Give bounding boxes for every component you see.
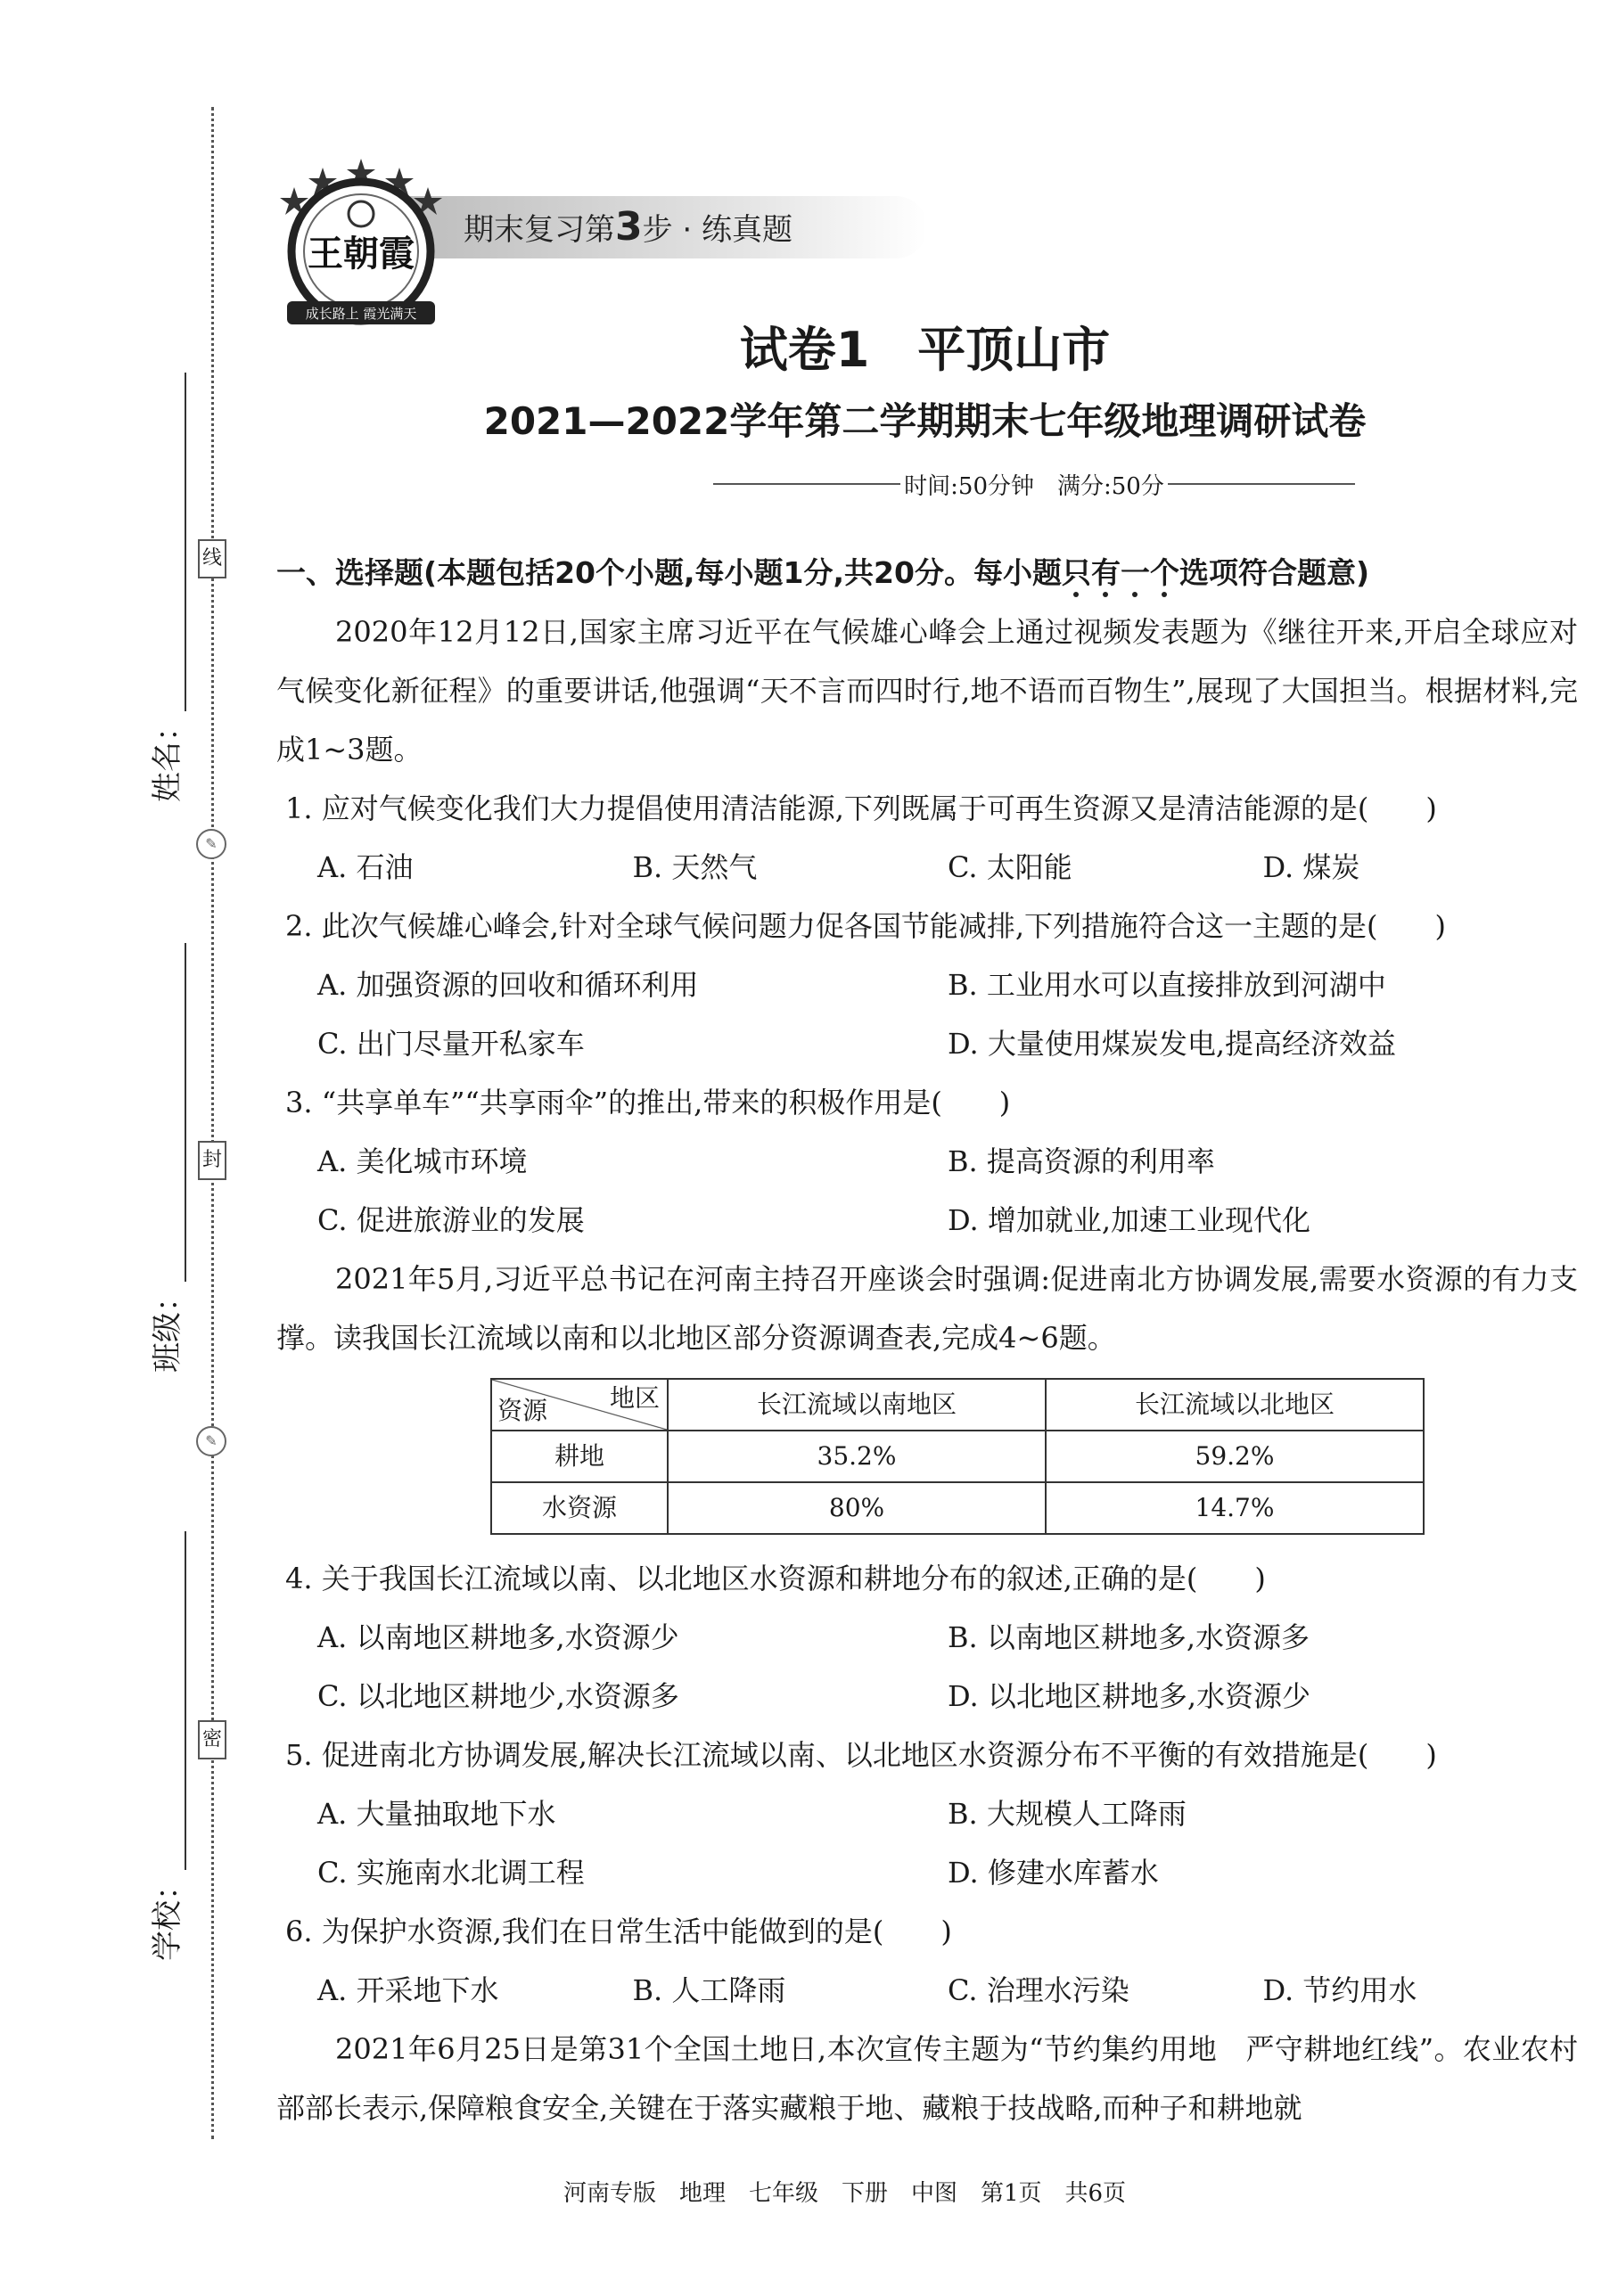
page-footer: 河南专版 地理 七年级 下册 中图 第1页 共6页 — [563, 2180, 1127, 2207]
logo-brand-text: 王朝霞 — [308, 233, 415, 275]
header-north: 长江流域以北地区 — [1046, 1379, 1424, 1431]
binding-clip-icon: ✎ — [196, 829, 226, 859]
question-2: 2. 此次气候雄心峰会,针对全球气候问题力促各国节能减排,下列措施符合这一主题的是( ) — [285, 909, 1447, 943]
question-3-options-row2 — [276, 1191, 1578, 1250]
option-d[interactable]: D. 以北地区耕地多,水资源少 — [948, 1679, 1311, 1713]
binding-clip-icon: ✎ — [196, 1426, 226, 1456]
banner-step-number: 3 — [615, 204, 643, 250]
binding-tag-secret: 密 — [198, 1720, 226, 1759]
option-c[interactable]: C. 太阳能 — [948, 850, 1072, 884]
cell-north: 59.2% — [1046, 1431, 1424, 1482]
option-b[interactable]: B. 人工降雨 — [632, 1973, 786, 2007]
binding-tag-seal: 封 — [198, 1141, 226, 1180]
paper-subtitle: 2021—2022学年第二学期期末七年级地理调研试卷 — [483, 399, 1367, 443]
question-5: 5. 促进南北方协调发展,解决长江流域以南、以北地区水资源分布不平衡的有效措施是( ) — [285, 1738, 1437, 1772]
emphasis-char: 有 — [1090, 555, 1121, 590]
corner-resource-label: 资源 — [497, 1396, 548, 1425]
option-b[interactable]: B. 大规模人工降雨 — [948, 1797, 1187, 1831]
option-c[interactable]: C. 出门尽量开私家车 — [317, 1027, 585, 1061]
table-corner-cell — [491, 1379, 668, 1431]
section-heading-a: 一、选择题(本题包括20个小题,每小题1分,共20分。每小题 — [276, 555, 1062, 590]
corner-region-label: 地区 — [609, 1383, 660, 1413]
cell-south: 35.2% — [668, 1431, 1046, 1482]
option-d[interactable]: D. 大量使用煤炭发电,提高经济效益 — [948, 1027, 1397, 1061]
option-c[interactable]: C. 促进旅游业的发展 — [317, 1203, 585, 1237]
option-a[interactable]: A. 美化城市环境 — [317, 1144, 528, 1178]
option-c[interactable]: C. 实施南水北调工程 — [317, 1856, 585, 1890]
option-d[interactable]: D. 节约用水 — [1262, 1973, 1417, 2007]
option-a[interactable]: A. 以南地区耕地多,水资源少 — [317, 1620, 679, 1654]
name-label: 姓名： — [150, 711, 185, 802]
question-1-options — [276, 838, 1578, 897]
option-b[interactable]: B. 工业用水可以直接排放到河湖中 — [948, 968, 1386, 1002]
option-d[interactable]: D. 增加就业,加速工业现代化 — [948, 1203, 1311, 1237]
question-3-options-row1 — [276, 1132, 1578, 1191]
question-2-options-row2 — [276, 1014, 1578, 1073]
option-a[interactable]: A. 石油 — [317, 850, 414, 884]
class-field[interactable] — [143, 943, 186, 1373]
table-row — [491, 1431, 1424, 1482]
question-4: 4. 关于我国长江流域以南、以北地区水资源和耕地分布的叙述,正确的是( ) — [285, 1562, 1266, 1595]
question-2-options-row1 — [276, 955, 1578, 1014]
row-label: 耕地 — [491, 1431, 668, 1482]
option-b[interactable]: B. 提高资源的利用率 — [948, 1144, 1215, 1178]
question-6-options — [276, 1961, 1578, 2020]
option-c[interactable]: C. 以北地区耕地少,水资源多 — [317, 1679, 679, 1713]
question-4-options-row2 — [276, 1667, 1578, 1726]
question-1: 1. 应对气候变化我们大力提倡使用清洁能源,下列既属于可再生资源又是清洁能源的是( ) — [285, 791, 1437, 825]
header-south: 长江流域以南地区 — [668, 1379, 1046, 1431]
option-a[interactable]: A. 加强资源的回收和循环利用 — [317, 968, 699, 1002]
resource-survey-table — [490, 1378, 1425, 1535]
question-4-options-row1 — [276, 1608, 1578, 1667]
table-header-row — [491, 1379, 1424, 1431]
paper-title: 试卷1 平顶山市 — [739, 322, 1111, 378]
banner-text-pre: 期末复习第 — [464, 212, 615, 248]
section-heading-b: 选项符合题意) — [1179, 555, 1370, 590]
question-5-options-row2 — [276, 1843, 1578, 1902]
logo-slogan-text: 成长路上 霞光满天 — [305, 306, 417, 322]
option-b[interactable]: B. 天然气 — [632, 850, 758, 884]
option-b[interactable]: B. 以南地区耕地多,水资源多 — [948, 1620, 1310, 1654]
cell-south: 80% — [668, 1482, 1046, 1534]
exam-content — [276, 544, 1578, 2137]
school-blank[interactable] — [158, 1531, 186, 1870]
binding-tag-line: 线 — [198, 539, 226, 578]
emphasis-char: 个 — [1149, 555, 1179, 590]
option-a[interactable]: A. 大量抽取地下水 — [317, 1797, 556, 1831]
question-5-options-row1 — [276, 1784, 1578, 1843]
material-paragraph-3: 2021年6月25日是第31个全国土地日,本次宣传主题为“节约集约用地 严守耕地红线”。农业农村部部长表示,保障粮食安全,关键在于落实藏粮于地、藏粮于技战略,而种子和耕地就 — [276, 2032, 1578, 2125]
material-paragraph-2: 2021年5月,习近平总书记在河南主持召开座谈会时强调:促进南北方协调发展,需要水资源的有力支撑。读我国长江流域以南和以北地区部分资源调查表,完成4~6题。 — [276, 1262, 1578, 1355]
school-field[interactable] — [143, 1531, 186, 1961]
brand-logo — [267, 152, 455, 330]
school-label: 学校： — [150, 1870, 185, 1961]
table-row — [491, 1482, 1424, 1534]
material-paragraph-1: 2020年12月12日,国家主席习近平在气候雄心峰会上通过视频发表题为《继往开来,开启全球应对气候变化新征程》的重要讲话,他强调“天不言而四时行,地不语而百物生”,展现了大国担当。根据材料,完成1~3题。 — [276, 615, 1578, 767]
time-score-info: 时间:50分钟 满分:50分 — [731, 468, 1337, 501]
option-d[interactable]: D. 煤炭 — [1262, 850, 1360, 884]
question-6: 6. 为保护水资源,我们在日常生活中能做到的是( ) — [285, 1915, 952, 1948]
class-blank[interactable] — [158, 943, 186, 1282]
class-label: 班级： — [150, 1282, 185, 1373]
question-3: 3. “共享单车”“共享雨伞”的推出,带来的积极作用是( ) — [285, 1086, 1011, 1119]
banner-text-post: 步 · 练真题 — [642, 212, 793, 248]
emphasis-char: 一 — [1120, 555, 1150, 590]
review-step-banner — [410, 196, 927, 258]
cell-north: 14.7% — [1046, 1482, 1424, 1534]
row-label: 水资源 — [491, 1482, 668, 1534]
option-c[interactable]: C. 治理水污染 — [948, 1973, 1129, 2007]
option-d[interactable]: D. 修建水库蓄水 — [948, 1856, 1159, 1890]
option-a[interactable]: A. 开采地下水 — [317, 1973, 499, 2007]
section-heading — [276, 544, 1578, 603]
emphasis-char: 只 — [1061, 555, 1091, 590]
